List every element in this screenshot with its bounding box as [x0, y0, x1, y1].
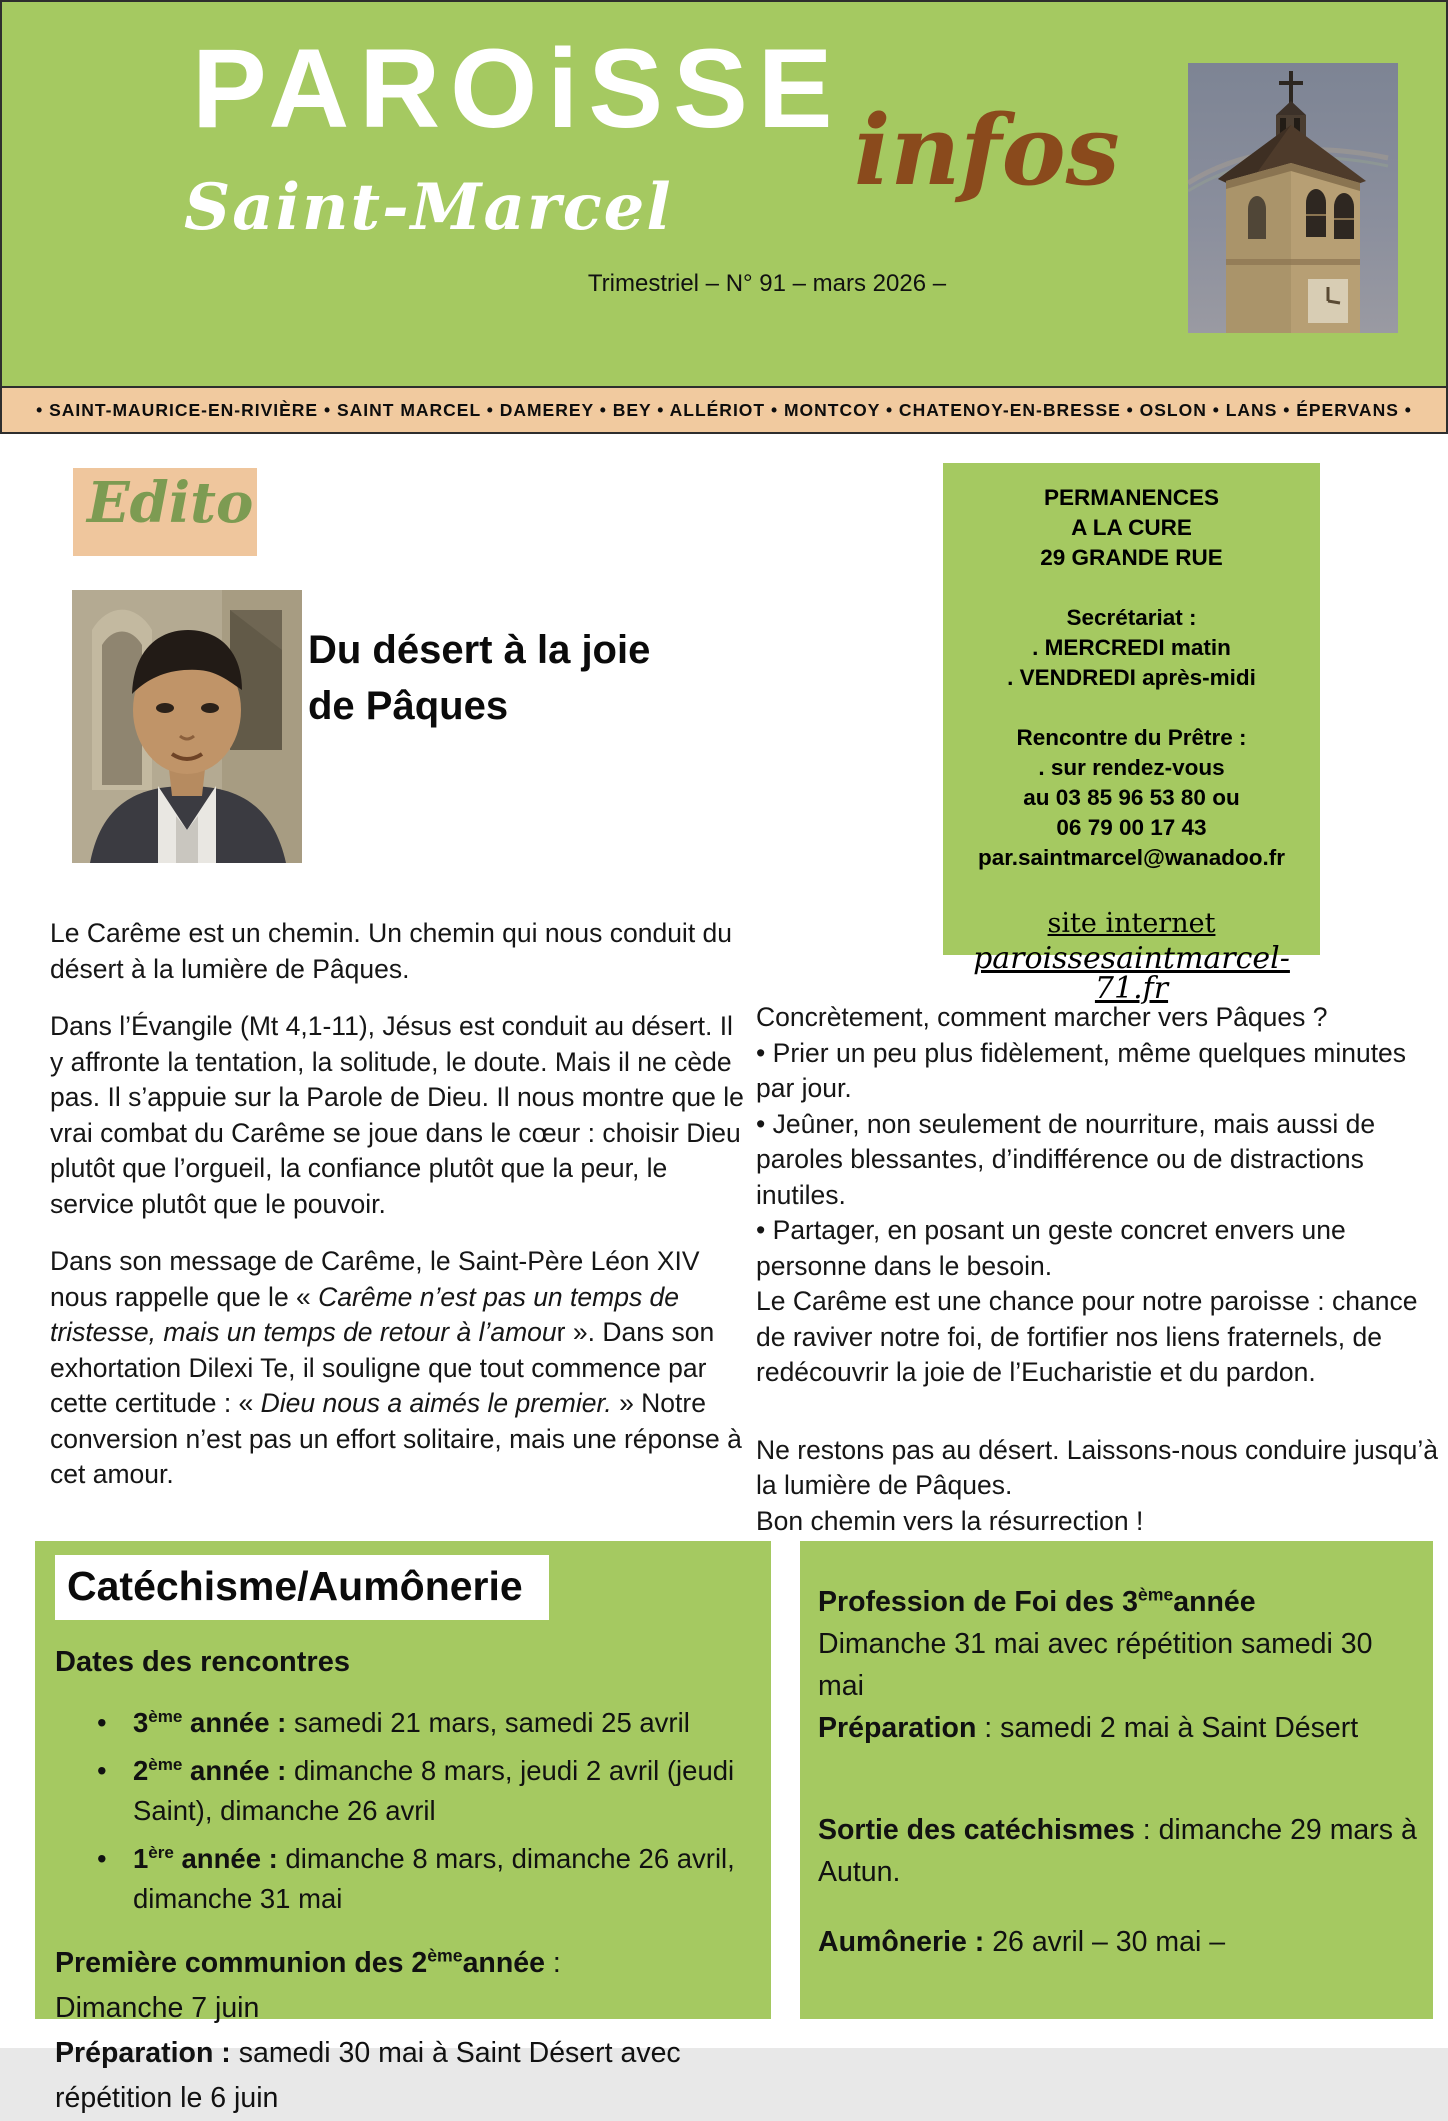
- site-internet-block: [943, 909, 1320, 1004]
- question-line: Concrètement, comment marcher vers Pâques ?: [756, 1002, 1328, 1032]
- permanences-address: PERMANENCES A LA CURE 29 GRANDE RUE: [1040, 485, 1223, 570]
- newsletter-infos-word: infos: [854, 94, 1120, 207]
- agenda-box: [800, 1541, 1433, 2019]
- profession-foi-title: Profession de Foi des 3èmeannée: [818, 1584, 1256, 1618]
- parish-website-link[interactable]: paroissesaintmarcel-71.fr: [973, 941, 1290, 1006]
- edito-label: Edito: [87, 470, 254, 536]
- masthead: [0, 0, 1448, 434]
- list-item-1ere: • 1ère année : dimanche 8 mars, dimanche 26 avril, dimanche 31 mai: [55, 1839, 751, 1919]
- bullet-partager: • Partager, en posant un geste concret envers une personne dans le besoin.: [756, 1215, 1346, 1281]
- list-item-3eme: • 3ème année : samedi 21 mars, samedi 25 avril: [55, 1703, 751, 1743]
- premiere-communion-prep: Préparation : samedi 30 mai à Saint Désert avec répétition le 6 juin: [55, 2037, 681, 2114]
- profession-foi-block: [818, 1581, 1417, 1749]
- masthead-banner: [2, 2, 1446, 386]
- article-paragraph-2: Dans l’Évangile (Mt 4,1-11), Jésus est conduit au désert. Il y affronte la tentation, la solitude, le doute. Mais il ne cède pas. Il s’appuie sur la Parole de Dieu. Il nous montre que le vrai combat du Carême se joue dans le cœur : choisir Dieu plutôt que l’orgueil, la confiance plutôt que la peur, le service plutôt que le pouvoir.: [50, 1011, 744, 1219]
- article-right-column: [756, 1000, 1440, 1577]
- premiere-communion-title: Première communion des 2èmeannée :: [55, 1945, 561, 1979]
- catechisme-title: Catéchisme/Aumônerie: [55, 1555, 549, 1620]
- bullet-prier: • Prier un peu plus fidèlement, même quelques minutes par jour.: [756, 1037, 1407, 1103]
- list-item-2eme: • 2ème année : dimanche 8 mars, jeudi 2 avril (jeudi Saint), dimanche 26 avril: [55, 1751, 751, 1831]
- parish-email: par.saintmarcel@wanadoo.fr: [977, 845, 1286, 870]
- issue-line: Trimestriel – N° 91 – mars 2026 –: [587, 270, 947, 297]
- edito-box: [73, 468, 257, 556]
- closing-paragraph-1: Ne restons pas au désert. Laissons-nous conduire jusqu’à la lumière de Pâques.: [756, 1434, 1439, 1500]
- newsletter-subtitle: Saint-Marcel: [184, 170, 673, 245]
- profession-foi-date: Dimanche 31 mai avec répétition samedi 30 mai: [818, 1628, 1373, 1702]
- dates-rencontres-title: Dates des rencontres: [55, 1646, 350, 1678]
- edito-headline: Du désert à la joie de Pâques: [308, 628, 651, 728]
- permanences-secretariat: Secrétariat : . MERCREDI matin . VENDREDI après-midi: [1007, 605, 1256, 690]
- profession-foi-prep: Préparation : samedi 2 mai à Saint Désert: [818, 1712, 1359, 1744]
- chance-paragraph: Le Carême est une chance pour notre paroisse : chance de raviver notre foi, de fortifier nos liens fraternels, de redécouvrir la joie de l’Eucharistie et du pardon.: [756, 1286, 1418, 1387]
- sortie-catechismes-line: Sortie des catéchismes : dimanche 29 mars à Autun.: [818, 1814, 1417, 1888]
- towns-band: • SAINT-MAURICE-EN-RIVIÈRE • SAINT MARCEL • DAMEREY • BEY • ALLÉRIOT • MONTCOY • CHATENOY-EN-BRESSE • OSLON • LANS • ÉPERVANS •: [2, 386, 1446, 432]
- premiere-communion-date: Dimanche 7 juin: [55, 1992, 260, 2024]
- article-left-column: [50, 916, 750, 1515]
- article-paragraph-3: Dans son message de Carême, le Saint-Père Léon XIV nous rappelle que le « Carême n’est pas un temps de tristesse, mais un temps de retour à l’amour ». Dans son exhortation Dilexi Te, il souligne que tout commence par cette certitude : « Dieu nous a aimés le premier. » Notre conversion n’est pas un effort solitaire, mais une réponse à cet amour.: [50, 1246, 742, 1489]
- closing-paragraph-2: Bon chemin vers la résurrection !: [756, 1505, 1144, 1536]
- aumonerie-line: Aumônerie : 26 avril – 30 mai –: [818, 1926, 1226, 1958]
- priest-photo: [72, 590, 302, 863]
- catechisme-dates-list: [55, 1703, 751, 1919]
- bullet-jeuner: • Jeûner, non seulement de nourriture, mais aussi de paroles blessantes, d’indifférence ou de distractions inutiles.: [756, 1108, 1376, 1210]
- permanences-rencontre: Rencontre du Prêtre : . sur rendez-vous au 03 85 96 53 80 ou 06 79 00 17 43 par.saintmarcel@wanadoo.fr: [943, 723, 1320, 873]
- church-tower-photo: [1188, 63, 1398, 333]
- article-paragraph-1: Le Carême est un chemin. Un chemin qui nous conduit du désert à la lumière de Pâques.: [50, 918, 733, 984]
- premiere-communion-block: [55, 1941, 751, 2121]
- newsletter-title: PAROiSSE: [192, 26, 843, 151]
- catechisme-box: [35, 1541, 771, 2114]
- permanences-box: [943, 463, 1320, 1006]
- site-internet-label: site internet: [1047, 908, 1216, 939]
